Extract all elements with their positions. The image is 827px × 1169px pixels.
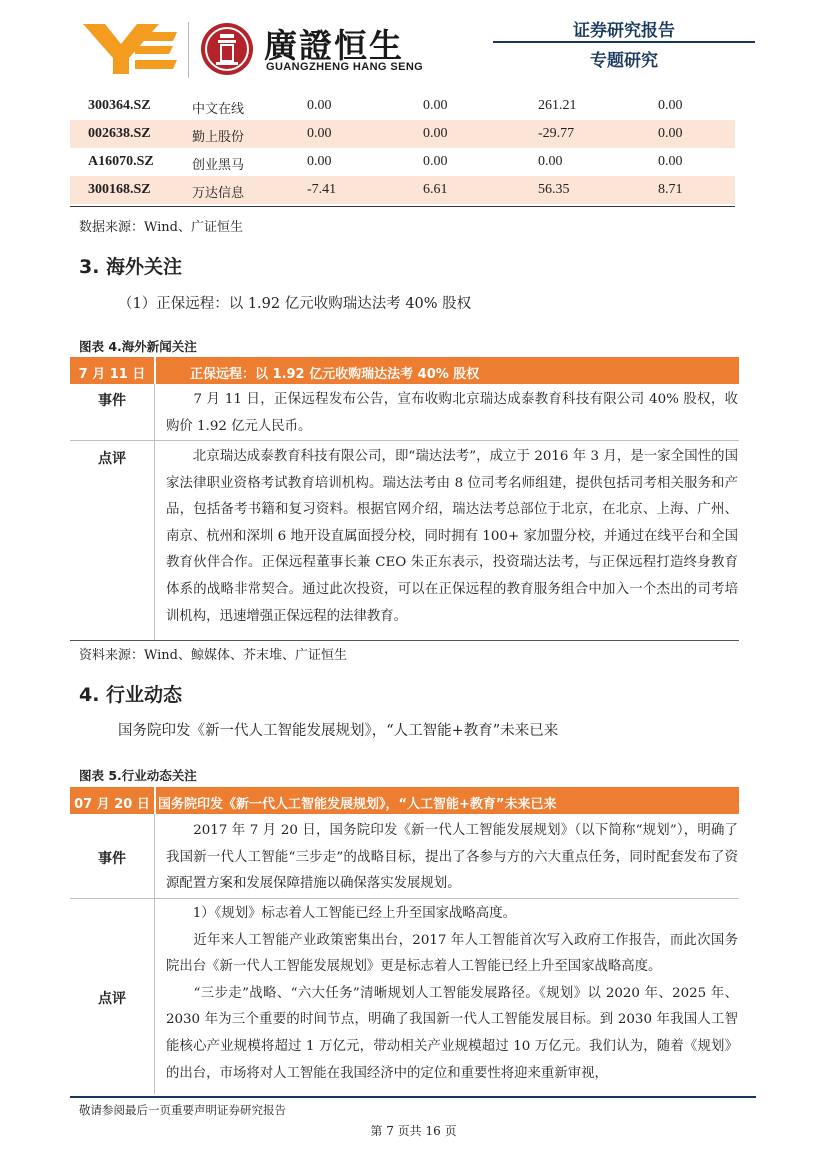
figure-caption: 图表 4.海外新闻关注 xyxy=(79,339,197,354)
comment-label: 点评 xyxy=(98,451,126,467)
stock-name: 创业黑马 xyxy=(192,158,245,173)
paragraph: 北京瑞达成泰教育科技有限公司，即“瑞达法考”，成立于 2016 年 3 月，是一家全国性的国家法律职业资格考试教育培训机构。瑞达法考由 8 位司考名师组建，提供包括司考相关服务和产品，包括备考书籍和复习资料。根据官网介绍，瑞达法考总部位于北京，在北京、上海、广州、南京、杭州和深圳 6 地开设直属面授分校，同时拥有 100+ 家加盟分校，并通过在线平台和全国教育伙伴合作。正保远程董事长兼 CEO 朱正东表示，投资瑞达法考，与正保远程打造终身教育体系的战略非常契合。通过此次投资，可以在正保远程的教育服务组合中加入一个杰出的司考培训机构，迅速增强正保远程的法律教育。 xyxy=(166,449,738,624)
stock-code: 300168.SZ xyxy=(88,182,151,197)
value-cell: 0.00 xyxy=(307,126,332,141)
paragraph: 7 月 11 日，正保远程发布公告，宣布收购北京瑞达成泰教育科技有限公司 40% 股权，收购价 1.92 亿元人民币。 xyxy=(166,392,738,434)
brand-name-cn: 廣證恒生 xyxy=(264,26,404,65)
news-headline: 正保远程：以 1.92 亿元收购瑞达法考 40% 股权 xyxy=(190,367,480,382)
data-source: 数据来源：Wind、广证恒生 xyxy=(79,220,243,235)
table-row xyxy=(70,148,735,176)
value-cell: 261.21 xyxy=(538,98,577,113)
value-cell: 0.00 xyxy=(658,126,683,141)
comment-label: 点评 xyxy=(98,991,126,1007)
section-title: 4. 行业动态 xyxy=(79,684,183,706)
brand-name-en: GUANGZHENG HANG SENG xyxy=(266,61,424,73)
seal-logo-icon xyxy=(200,22,254,76)
grid-line xyxy=(70,898,739,899)
paragraph: “三步走”战略、“六大任务”清晰规划人工智能发展路径。《规划》以 2020 年、2025 年、2030 年为三个重要的时间节点，明确了我国新一代人工智能发展目标。到 2030 年我国人工智能核心产业规模将超过 1 万亿元，带动相关产业规模超过 10 万亿元。我们认为，随着《规划》的出台，市场将对人工智能在我国经济中的定位和重要性将迎来重新审视， xyxy=(166,985,738,1081)
comment-text xyxy=(166,901,738,1087)
stock-code: A16070.SZ xyxy=(88,154,154,169)
table-row xyxy=(70,120,735,148)
stock-code: 300364.SZ xyxy=(88,98,151,113)
news-headline: 国务院印发《新一代人工智能发展规划》，“人工智能+教育”未来已来 xyxy=(158,797,557,812)
value-cell: 0.00 xyxy=(658,98,683,113)
header-separator xyxy=(154,357,156,384)
report-subtype: 专题研究 xyxy=(590,51,658,71)
header-separator xyxy=(154,787,156,814)
value-cell: -7.41 xyxy=(307,182,337,197)
paragraph: 近年来人工智能产业政策密集出台，2017 年人工智能首次写入政府工作报告，而此次国务院出台《新一代人工智能发展规划》更是标志着人工智能已经上升至国家战略高度。 xyxy=(166,932,738,975)
header-rule xyxy=(493,41,755,43)
value-cell: 6.61 xyxy=(423,182,448,197)
footer-disclaimer: 敬请参阅最后一页重要声明证券研究报告 xyxy=(79,1103,286,1117)
news-date: 7 月 11 日 xyxy=(78,367,146,382)
stock-name: 万达信息 xyxy=(192,186,245,201)
value-cell: -29.77 xyxy=(538,126,575,141)
value-cell: 0.00 xyxy=(423,126,448,141)
paragraph: 2017 年 7 月 20 日，国务院印发《新一代人工智能发展规划》（以下简称“规划”），明确了我国新一代人工智能“三步走”的战略目标，提出了各参与方的六大重点任务，同时配套发布了资源配置方案和发展保障措施以确保落实发展规划。 xyxy=(166,823,738,892)
event-text xyxy=(166,387,738,440)
paragraph: 1）《规划》标志着人工智能已经上升至国家战略高度。 xyxy=(166,906,516,921)
footer-rule xyxy=(70,1096,756,1098)
value-cell: 0.00 xyxy=(423,98,448,113)
news-box-header xyxy=(70,357,739,384)
subpoint: 国务院印发《新一代人工智能发展规划》，“人工智能+教育”未来已来 xyxy=(118,723,559,739)
brand-logo-icon xyxy=(83,24,177,74)
subpoint: （1）正保远程：以 1.92 亿元收购瑞达法考 40% 股权 xyxy=(118,296,472,312)
comment-text xyxy=(166,444,738,630)
grid-line xyxy=(154,384,155,640)
logo-divider xyxy=(188,22,189,78)
grid-line xyxy=(154,814,155,1094)
value-cell: 0.00 xyxy=(307,154,332,169)
grid-line xyxy=(70,640,739,641)
section-title: 3. 海外关注 xyxy=(79,256,183,278)
table-row xyxy=(70,92,735,120)
page-number: 第 7 页共 16 页 xyxy=(370,1124,457,1138)
data-source: 资料来源：Wind、鲸媒体、芥末堆、广证恒生 xyxy=(79,648,347,663)
table-bottom-rule xyxy=(70,206,735,207)
value-cell: 8.71 xyxy=(658,182,683,197)
table-row xyxy=(70,176,735,204)
news-date: 07 月 20 日 xyxy=(74,797,150,812)
stock-name: 中文在线 xyxy=(192,102,245,117)
report-type: 证券研究报告 xyxy=(573,21,675,41)
value-cell: 0.00 xyxy=(538,154,563,169)
event-label: 事件 xyxy=(98,393,126,409)
value-cell: 0.00 xyxy=(423,154,448,169)
value-cell: 56.35 xyxy=(538,182,570,197)
news-box-header xyxy=(70,787,739,814)
stock-name: 勤上股份 xyxy=(192,130,245,145)
value-cell: 0.00 xyxy=(658,154,683,169)
stock-code: 002638.SZ xyxy=(88,126,151,141)
value-cell: 0.00 xyxy=(307,98,332,113)
figure-caption: 图表 5.行业动态关注 xyxy=(79,768,197,783)
event-label: 事件 xyxy=(98,851,126,867)
event-text xyxy=(166,818,738,898)
